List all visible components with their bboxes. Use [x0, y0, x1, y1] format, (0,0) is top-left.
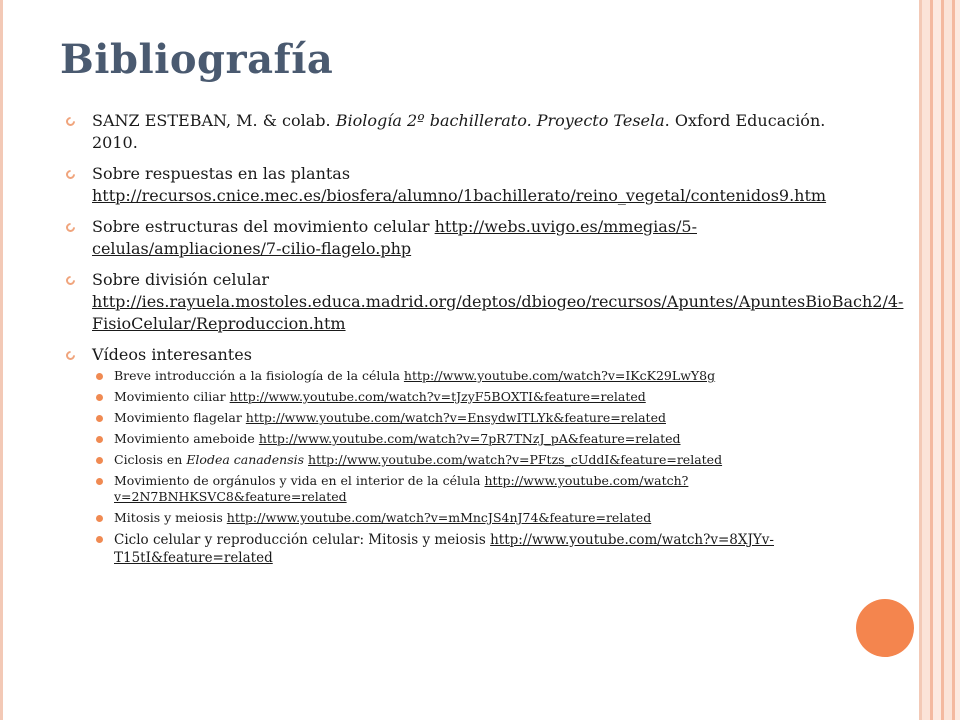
- bullet-dot-icon: [96, 373, 103, 380]
- bullet-icon: [64, 274, 77, 287]
- bullet-dot-icon: [96, 478, 103, 485]
- videos-list: [92, 368, 850, 567]
- bullet-icon: [64, 349, 77, 362]
- video-title: Movimiento flagelar: [114, 410, 246, 425]
- bullet-icon: [64, 221, 77, 234]
- list-item-cell-division: [60, 269, 904, 335]
- video-item: [92, 389, 850, 405]
- item-text: Vídeos interesantes: [92, 345, 252, 364]
- cell-movement-link[interactable]: http://webs.uvigo.es/mmegias/5-celulas/ampliaciones/7-cilio-flagelo.php: [92, 217, 697, 258]
- video-link[interactable]: http://www.youtube.com/watch?v=PFtzs_cUddI&feature=related: [308, 452, 723, 467]
- item-text: Sobre estructuras del movimiento celular: [92, 217, 435, 236]
- video-link[interactable]: http://www.youtube.com/watch?v=8XJYv-T15tI&feature=related: [114, 532, 774, 566]
- reference-book-title: Biología 2º bachillerato. Proyecto Tesela: [335, 111, 665, 130]
- bullet-dot-icon: [96, 394, 103, 401]
- bullet-dot-icon: [96, 515, 103, 522]
- video-link[interactable]: http://www.youtube.com/watch?v=IKcK29LwY8g: [403, 368, 716, 383]
- plant-responses-link[interactable]: http://recursos.cnice.mec.es/biosfera/alumno/1bachillerato/reino_vegetal/contenidos9.htm: [92, 186, 827, 205]
- video-item: [92, 531, 850, 567]
- video-title: Ciclosis en: [114, 452, 187, 467]
- species-name: Elodea canadensis: [186, 452, 305, 467]
- bullet-icon: [64, 168, 77, 181]
- bullet-icon: [64, 115, 77, 128]
- video-item: [92, 473, 850, 505]
- bullet-dot-icon: [96, 457, 103, 464]
- item-text: Sobre división celular: [92, 270, 270, 289]
- list-item-reference-book: [60, 110, 850, 154]
- video-title: Ciclo celular y reproducción celular: Mitosis y meiosis: [114, 532, 491, 548]
- item-text: Sobre respuestas en las plantas: [92, 164, 351, 183]
- video-link[interactable]: http://www.youtube.com/watch?v=tJzyF5BOXTI&feature=related: [229, 389, 646, 404]
- decorative-stripes: [922, 0, 960, 720]
- video-title: Movimiento de orgánulos y vida en el interior de la célula: [114, 473, 485, 488]
- video-title: Movimiento ciliar: [114, 389, 230, 404]
- list-item-plant-responses: [60, 163, 850, 207]
- bullet-dot-icon: [96, 415, 103, 422]
- page-title: Bibliografía: [60, 36, 334, 83]
- bibliography-list: [60, 110, 904, 567]
- video-item: [92, 510, 850, 526]
- cell-division-link[interactable]: http://ies.rayuela.mostoles.educa.madrid.org/deptos/dbiogeo/recursos/Apuntes/ApuntesBioBach2/4-FisioCelular/Reproduccion.htm: [92, 292, 904, 333]
- video-link[interactable]: http://www.youtube.com/watch?v=2N7BNHKSVC8&feature=related: [114, 473, 689, 504]
- video-title: Breve introducción a la fisiología de la célula: [114, 368, 404, 383]
- bullet-dot-icon: [96, 436, 103, 443]
- video-link[interactable]: http://www.youtube.com/watch?v=EnsydwITLYk&feature=related: [245, 410, 666, 425]
- video-link[interactable]: http://www.youtube.com/watch?v=7pR7TNzJ_pA&feature=related: [258, 431, 681, 446]
- video-title: Movimiento ameboide: [114, 431, 259, 446]
- decorative-circle: [856, 599, 914, 657]
- video-item: [92, 410, 850, 426]
- list-item-videos: [60, 344, 850, 567]
- list-item-cell-movement: [60, 216, 850, 260]
- video-title: Mitosis y meiosis: [114, 510, 227, 525]
- video-link[interactable]: http://www.youtube.com/watch?v=mMncJS4nJ74&feature=related: [226, 510, 652, 525]
- video-item: [92, 431, 850, 447]
- reference-publisher: . Oxford Educación. 2010.: [92, 111, 826, 152]
- video-item: [92, 452, 850, 468]
- bibliography-content: [60, 110, 904, 576]
- video-item: [92, 368, 850, 384]
- reference-author: SANZ ESTEBAN, M. & colab.: [92, 111, 336, 130]
- bullet-dot-icon: [96, 536, 103, 543]
